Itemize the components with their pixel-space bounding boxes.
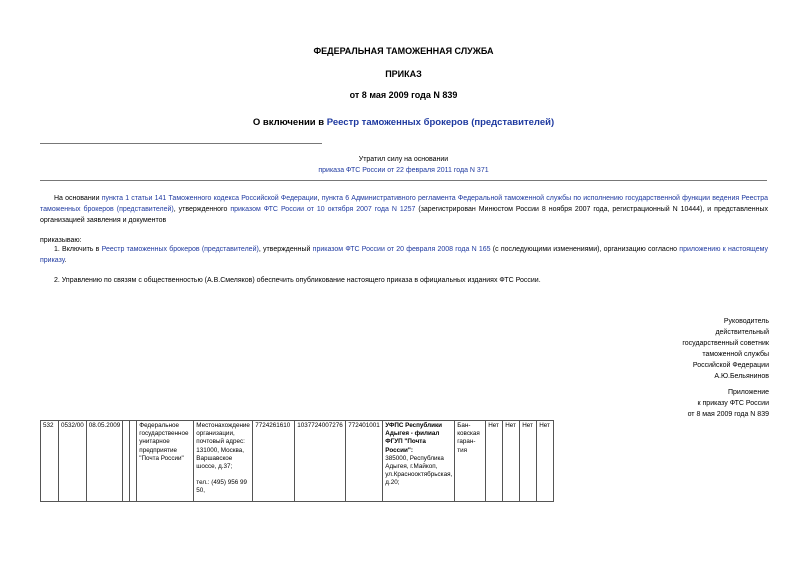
cell-branch bbox=[383, 421, 455, 502]
regulation-link[interactable]: пункта 6 Административного регламента Федеральной таможенной службы по исполнению государственной функции ведения Реестра таможенных брокеров (представителей) bbox=[40, 195, 769, 213]
divider-short bbox=[40, 143, 322, 144]
preamble-text: , bbox=[317, 195, 322, 202]
title-prefix: О включении в bbox=[252, 117, 327, 128]
order-165-link[interactable]: приказом ФТС России от 20 февраля 2008 года N 165 bbox=[312, 246, 491, 253]
cell-kpp: 772401001 bbox=[346, 421, 383, 502]
address-text: Местонахождение организации, почтовый адрес: 131000, Москва, Варшавское шоссе, д.37; bbox=[196, 422, 250, 471]
document-date: от 8 мая 2009 года N 839 bbox=[349, 90, 458, 100]
signature-line: государственный советник bbox=[682, 340, 769, 347]
cell-guarantee: Бан-ковская гаран-тия bbox=[455, 421, 486, 502]
divider-long bbox=[40, 180, 767, 181]
title-registry-link[interactable]: Реестр таможенных брокеров (представителей) bbox=[326, 117, 555, 128]
preamble-paragraph bbox=[40, 193, 768, 226]
cell-reg-code: 0532/00 bbox=[59, 421, 87, 502]
order-item-2: 2. Управлению по связям с общественностью (А.В.Смеляков) обеспечить опубликование настоящего приказа в официальных изданиях ФТС России. bbox=[54, 277, 541, 284]
cell-ogrn: 1037724007276 bbox=[295, 421, 346, 502]
appendix-line: от 8 мая 2009 года N 839 bbox=[687, 411, 769, 418]
registry-link[interactable]: Реестр таможенных брокеров (представителей) bbox=[101, 246, 259, 253]
order-item-text: . bbox=[64, 257, 67, 264]
signature-block bbox=[569, 316, 769, 382]
document-type: ПРИКАЗ bbox=[385, 69, 422, 79]
appendix-block bbox=[569, 387, 769, 420]
preamble-text: , утвержденного bbox=[173, 206, 231, 213]
order-item-text: 1. Включить в bbox=[54, 246, 102, 253]
signature-line: Руководитель bbox=[723, 318, 769, 325]
cell-empty bbox=[130, 421, 137, 502]
expired-notice bbox=[0, 154, 807, 176]
document-title bbox=[0, 117, 807, 128]
appendix-line: Приложение bbox=[727, 389, 769, 396]
registry-table bbox=[40, 420, 554, 502]
cell-inn: 7724261610 bbox=[253, 421, 295, 502]
order-item-text: (с последующими изменениями), организацию согласно bbox=[490, 246, 680, 253]
signature-line: действительный bbox=[715, 329, 769, 336]
tk-article-link[interactable]: пункта 1 статьи 141 Таможенного кодекса Российской Федерации bbox=[101, 195, 318, 202]
preamble-text: На основании bbox=[54, 195, 102, 202]
phone-text: тел.: (495) 956 99 50, bbox=[196, 479, 248, 495]
branch-address: 385000, Республика Адыгея, г.Майкоп, ул.Краснооктябрьская, д.20; bbox=[385, 454, 453, 487]
signature-line: таможенной службы bbox=[702, 351, 769, 358]
cell-org-name: Федеральное государственное унитарное предприятие "Почта России" bbox=[137, 421, 194, 502]
order-1257-link[interactable]: приказом ФТС России от 10 октября 2007 года N 1257 bbox=[230, 206, 416, 213]
order-label: приказываю: bbox=[40, 237, 82, 244]
expired-notice-link[interactable]: приказа ФТС России от 22 февраля 2011 года N 371 bbox=[318, 167, 489, 174]
cell-empty bbox=[123, 421, 130, 502]
preamble-text: (зарегистрирован Минюстом России 8 ноября 2007 года, регистрационный N 10444), и представленных организацией заявления и документов bbox=[40, 206, 768, 224]
cell-date: 08.05.2009 bbox=[86, 421, 123, 502]
agency-heading: ФЕДЕРАЛЬНАЯ ТАМОЖЕННАЯ СЛУЖБА bbox=[313, 46, 494, 56]
order-item-1 bbox=[40, 244, 768, 266]
expired-notice-text: Утратил силу на основании bbox=[358, 156, 449, 163]
branch-name: УФПС Республики Адыгея - филиал ФГУП "Почта России": bbox=[385, 422, 443, 454]
appendix-line: к приказу ФТС России bbox=[697, 400, 769, 407]
cell-address bbox=[194, 421, 253, 502]
appendix-link[interactable]: приложению к настоящему приказу bbox=[40, 246, 768, 264]
signature-line: А.Ю.Бельянинов bbox=[714, 373, 769, 380]
order-item-text: , утвержденный bbox=[258, 246, 313, 253]
cell-flag: Нет bbox=[537, 421, 554, 502]
cell-flag: Нет bbox=[486, 421, 503, 502]
signature-line: Российской Федерации bbox=[692, 362, 769, 369]
cell-flag: Нет bbox=[520, 421, 537, 502]
table-row bbox=[41, 421, 554, 502]
cell-number: 532 bbox=[41, 421, 59, 502]
cell-flag: Нет bbox=[503, 421, 520, 502]
